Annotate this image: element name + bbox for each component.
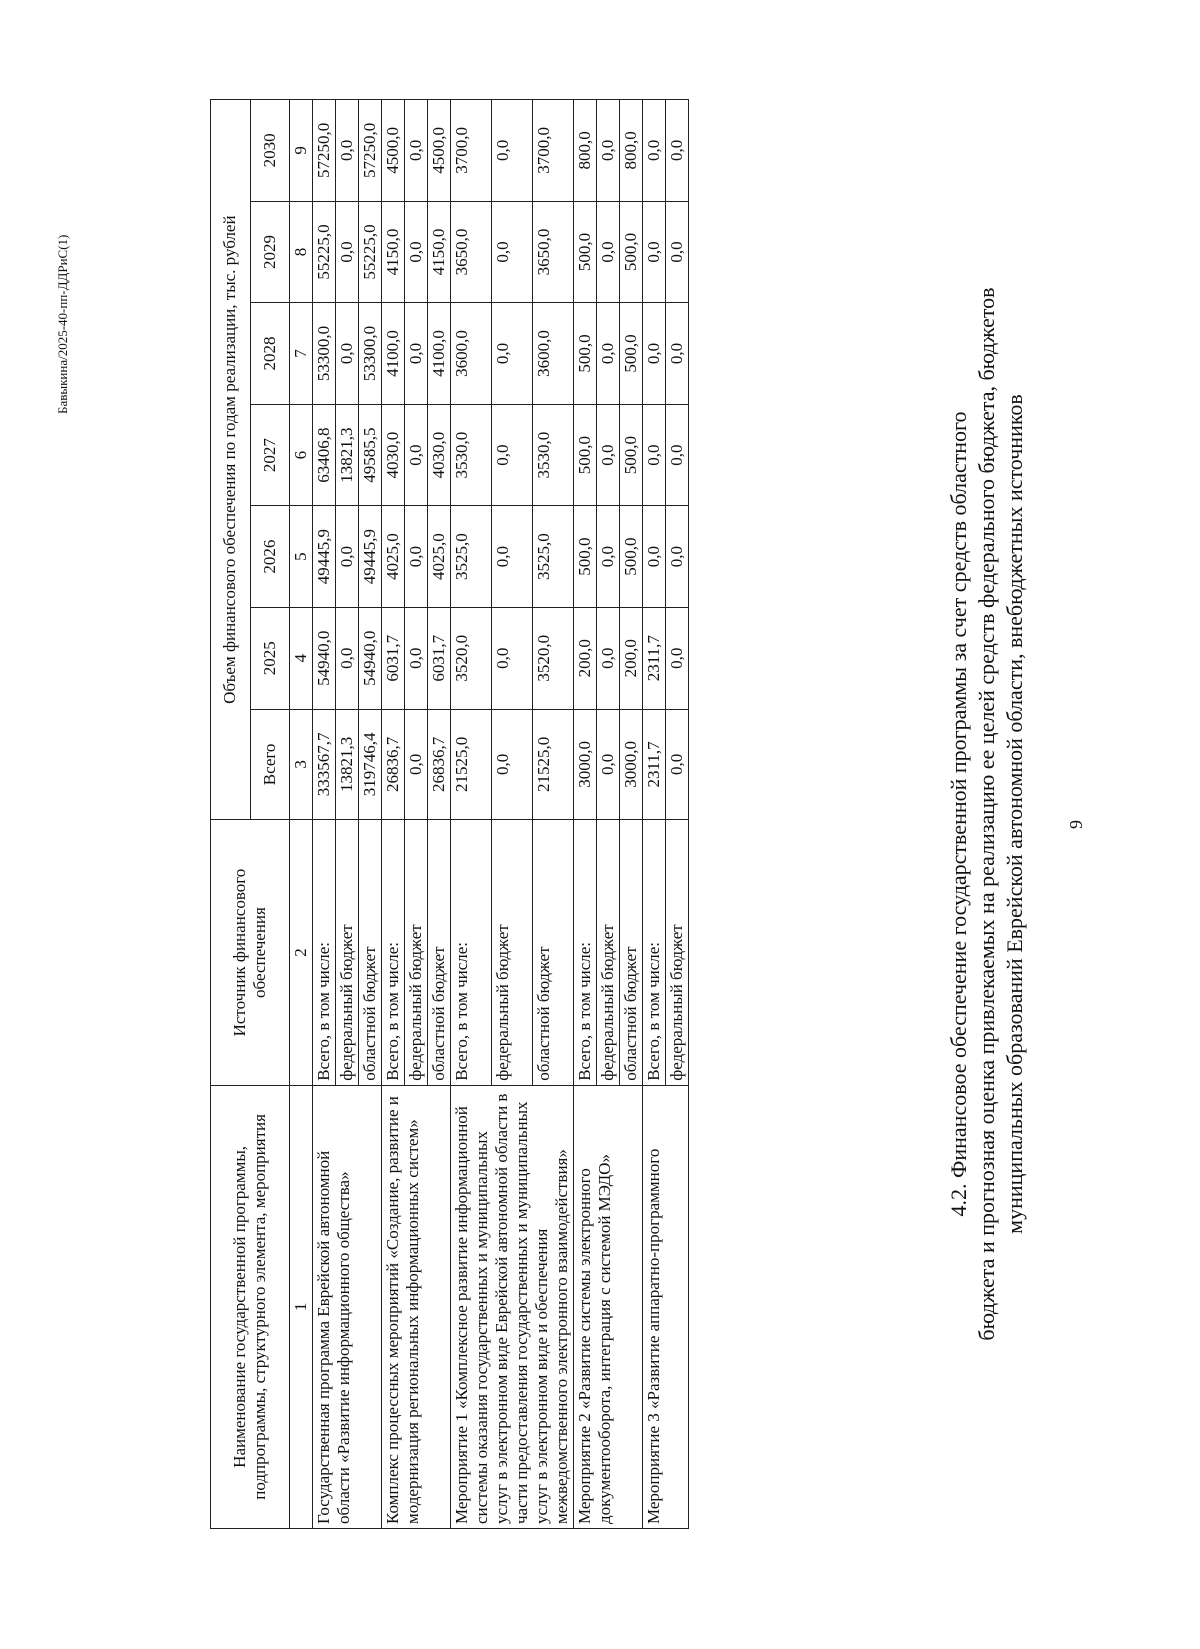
value-cell: 3530,0 (533, 404, 574, 506)
column-index: 9 (290, 100, 313, 202)
value-cell: 3600,0 (451, 303, 492, 405)
value-cell: 0,0 (643, 201, 666, 303)
value-cell: 0,0 (666, 201, 689, 303)
value-cell: 0,0 (405, 607, 428, 709)
value-cell: 200,0 (620, 607, 643, 709)
value-cell: 500,0 (574, 303, 597, 405)
source-cell: федеральный бюджет (336, 820, 359, 1085)
document-footer: Бавыкина/2025-40-пп-ДДРиС(1) (55, 234, 70, 414)
column-index: 2 (290, 820, 313, 1085)
value-cell: 13821,3 (336, 404, 359, 506)
value-cell: 3000,0 (574, 709, 597, 820)
item-name-cell: Государственная программа Еврейской автономной области «Развитие информационного общества» (313, 1085, 382, 1528)
value-cell: 4025,0 (428, 506, 451, 608)
value-cell: 54940,0 (359, 607, 382, 709)
value-cell: 0,0 (666, 100, 689, 202)
header-total: Всего (250, 709, 290, 820)
header-year: 2027 (250, 404, 290, 506)
value-cell: 54940,0 (313, 607, 336, 709)
value-cell: 333567,7 (313, 709, 336, 820)
value-cell: 0,0 (405, 506, 428, 608)
value-cell: 2311,7 (643, 709, 666, 820)
item-name-cell: Мероприятие 2 «Развитие системы электронного документооборота, интеграция с системой МЭДО» (574, 1085, 643, 1528)
value-cell: 500,0 (620, 303, 643, 405)
source-cell: Всего, в том числе: (451, 820, 492, 1085)
title-line: бюджета и прогнозная оценка привлекаемых на реализацию ее целей средств федерального бюджета, бюджетов (974, 287, 999, 1341)
value-cell: 57250,0 (359, 100, 382, 202)
table-row (574, 100, 597, 1529)
source-cell: областной бюджет (533, 820, 574, 1085)
value-cell: 0,0 (666, 303, 689, 405)
value-cell: 0,0 (336, 201, 359, 303)
value-cell: 4025,0 (382, 506, 405, 608)
value-cell: 500,0 (574, 201, 597, 303)
value-cell: 3650,0 (533, 201, 574, 303)
header-year: 2030 (250, 100, 290, 202)
value-cell: 26836,7 (428, 709, 451, 820)
value-cell: 0,0 (666, 506, 689, 608)
header-name: Наименование государственной программы, подпрограммы, структурного элемента, мероприятия (211, 1085, 290, 1528)
value-cell: 21525,0 (451, 709, 492, 820)
value-cell: 500,0 (620, 201, 643, 303)
page-number: 9 (1066, 820, 1086, 829)
value-cell: 0,0 (492, 506, 533, 608)
item-name-cell: Комплекс процессных мероприятий «Создание, развитие и модернизация региональных информационных систем» (382, 1085, 451, 1528)
table-row (643, 100, 666, 1529)
value-cell: 0,0 (492, 303, 533, 405)
value-cell: 0,0 (336, 607, 359, 709)
table-row (313, 100, 336, 1529)
header-volume: Объем финансового обеспечения по годам реализации, тыс. рублей (211, 100, 251, 820)
value-cell: 3650,0 (451, 201, 492, 303)
value-cell: 0,0 (492, 404, 533, 506)
value-cell: 49585,5 (359, 404, 382, 506)
value-cell: 0,0 (643, 100, 666, 202)
value-cell: 3520,0 (451, 607, 492, 709)
value-cell: 0,0 (597, 709, 620, 820)
value-cell: 0,0 (666, 709, 689, 820)
value-cell: 0,0 (405, 201, 428, 303)
value-cell: 0,0 (405, 100, 428, 202)
column-index: 3 (290, 709, 313, 820)
item-name-cell: Мероприятие 3 «Развитие аппаратно-программного (643, 1085, 689, 1528)
header-year: 2025 (250, 607, 290, 709)
value-cell: 21525,0 (533, 709, 574, 820)
source-cell: областной бюджет (620, 820, 643, 1085)
value-cell: 500,0 (620, 506, 643, 608)
value-cell: 4150,0 (382, 201, 405, 303)
value-cell: 4150,0 (428, 201, 451, 303)
value-cell: 0,0 (492, 100, 533, 202)
value-cell: 3700,0 (451, 100, 492, 202)
value-cell: 0,0 (666, 404, 689, 506)
column-index: 6 (290, 404, 313, 506)
value-cell: 0,0 (336, 303, 359, 405)
section-title (945, 99, 1029, 1529)
column-index: 1 (290, 1085, 313, 1528)
value-cell: 0,0 (643, 506, 666, 608)
source-cell: Всего, в том числе: (574, 820, 597, 1085)
column-index: 4 (290, 607, 313, 709)
value-cell: 3530,0 (451, 404, 492, 506)
value-cell: 3525,0 (533, 506, 574, 608)
header-row (211, 100, 251, 1529)
value-cell: 0,0 (336, 100, 359, 202)
source-cell: Всего, в том числе: (643, 820, 666, 1085)
column-index: 5 (290, 506, 313, 608)
header-year: 2029 (250, 201, 290, 303)
value-cell: 4500,0 (428, 100, 451, 202)
value-cell: 0,0 (405, 709, 428, 820)
value-cell: 500,0 (574, 404, 597, 506)
value-cell: 4100,0 (382, 303, 405, 405)
value-cell: 500,0 (620, 404, 643, 506)
value-cell: 0,0 (405, 303, 428, 405)
value-cell: 800,0 (574, 100, 597, 202)
source-cell: федеральный бюджет (405, 820, 428, 1085)
value-cell: 63406,8 (313, 404, 336, 506)
value-cell: 4500,0 (382, 100, 405, 202)
value-cell: 3525,0 (451, 506, 492, 608)
header-source: Источник финансового обеспечения (211, 820, 290, 1085)
value-cell: 2311,7 (643, 607, 666, 709)
value-cell: 0,0 (492, 201, 533, 303)
value-cell: 0,0 (666, 607, 689, 709)
value-cell: 500,0 (574, 506, 597, 608)
source-cell: Всего, в том числе: (313, 820, 336, 1085)
value-cell: 55225,0 (359, 201, 382, 303)
value-cell: 200,0 (574, 607, 597, 709)
value-cell: 26836,7 (382, 709, 405, 820)
value-cell: 0,0 (597, 100, 620, 202)
value-cell: 0,0 (597, 303, 620, 405)
table-row (451, 100, 492, 1529)
value-cell: 0,0 (492, 709, 533, 820)
value-cell: 3600,0 (533, 303, 574, 405)
source-cell: областной бюджет (428, 820, 451, 1085)
value-cell: 0,0 (597, 201, 620, 303)
item-name-cell: Мероприятие 1 «Комплексное развитие информационной системы оказания государственных и муниципальных услуг в электронном виде Еврейской автономной области в части предоставления государственных и муниципальных услуг в электронном виде и обеспечения межведомственного электронного взаимодействия» (451, 1085, 574, 1528)
value-cell: 319746,4 (359, 709, 382, 820)
value-cell: 53300,0 (313, 303, 336, 405)
value-cell: 0,0 (492, 607, 533, 709)
source-cell: Всего, в том числе: (382, 820, 405, 1085)
value-cell: 49445,9 (313, 506, 336, 608)
table-body (313, 100, 689, 1529)
value-cell: 3520,0 (533, 607, 574, 709)
value-cell: 55225,0 (313, 201, 336, 303)
value-cell: 0,0 (643, 404, 666, 506)
value-cell: 49445,9 (359, 506, 382, 608)
header-year: 2026 (250, 506, 290, 608)
value-cell: 4030,0 (382, 404, 405, 506)
value-cell: 4100,0 (428, 303, 451, 405)
value-cell: 57250,0 (313, 100, 336, 202)
value-cell: 0,0 (597, 506, 620, 608)
value-cell: 0,0 (643, 303, 666, 405)
header-year: 2028 (250, 303, 290, 405)
value-cell: 6031,7 (428, 607, 451, 709)
value-cell: 0,0 (405, 404, 428, 506)
value-cell: 0,0 (336, 506, 359, 608)
source-cell: областной бюджет (359, 820, 382, 1085)
value-cell: 0,0 (597, 607, 620, 709)
value-cell: 6031,7 (382, 607, 405, 709)
value-cell: 0,0 (597, 404, 620, 506)
value-cell: 53300,0 (359, 303, 382, 405)
value-cell: 4030,0 (428, 404, 451, 506)
source-cell: федеральный бюджет (666, 820, 689, 1085)
title-line: 4.2. Финансовое обеспечение государственной программы за счет средств областного (946, 411, 971, 1217)
value-cell: 3700,0 (533, 100, 574, 202)
table-row (382, 100, 405, 1529)
value-cell: 13821,3 (336, 709, 359, 820)
source-cell: федеральный бюджет (597, 820, 620, 1085)
title-line: муниципальных образований Еврейской автономной области, внебюджетных источников (1002, 394, 1027, 1234)
source-cell: федеральный бюджет (492, 820, 533, 1085)
value-cell: 800,0 (620, 100, 643, 202)
column-index: 8 (290, 201, 313, 303)
column-index: 7 (290, 303, 313, 405)
value-cell: 3000,0 (620, 709, 643, 820)
financing-table (210, 99, 689, 1529)
index-row (290, 100, 313, 1529)
